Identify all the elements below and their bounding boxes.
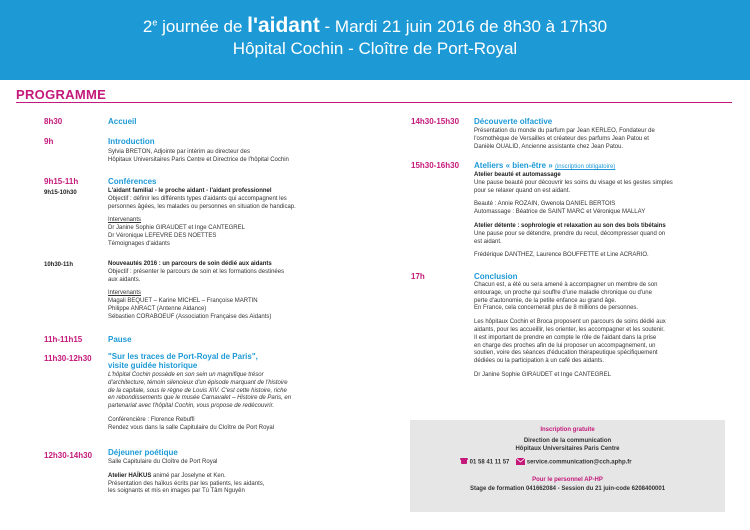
time-1030: 10h30-11h [44,262,74,268]
text-line: partenariat avec l'hôpital Cochin, vous propose de redécouvrir. [108,403,275,410]
time-09: 9h [44,137,54,146]
text-line: est aidant. [474,238,502,245]
header-banner [0,0,750,80]
time-1530: 15h30-16h30 [411,161,460,170]
phone-icon [460,457,468,467]
text-line [108,473,393,481]
visite-text [108,372,393,433]
text-line: Sylvia BRETON, Adjointe par intérim au directeur des [108,149,250,155]
time-1430: 14h30-15h30 [411,117,460,126]
text-line: L'hôpital Cochin possède en son sein un magnifique trésor [108,372,264,378]
header-title-aidant: l'aidant [247,14,320,37]
edition-suffix: e [152,17,158,28]
text-line: d'architecture, témoin silencieux d'un épisode marquant de l'histoire [108,379,288,386]
time-0915b: 9h15-10h30 [44,190,77,196]
text-line: Magali BEQUET – Karine MICHEL – Françoise MARTIN [108,298,258,305]
programme-divider [16,102,732,103]
text-line: Objectif : définir les différents types d'aidants qui accompagnent les [108,195,287,202]
text-line: Rendez vous dans la salle Capitulaire du Cloître de Port Royal [108,424,275,431]
text-line: de la capitale, sous le règne de Louis XIV. C'est cette histoire, riche [108,387,287,394]
programme-title: PROGRAMME [16,87,107,102]
olfactive-text [474,128,739,151]
text-line: Sébastien CORABOEUF (Association Française des Aidants) [108,313,272,320]
conference-title: Nouveautés 2016 : un parcours de soin dédié aux aidants [108,261,272,267]
text-line: Philippe ANRACT (Antenne Aidance) [108,305,207,312]
text-line: Dr Janine Sophie GIRAUDET et Inge CANTEGREL [474,371,611,378]
text-line: perte d'autonomie, de la petite enfance au grand âge. [474,297,617,304]
text-line: soutien, voire des séances d'éducation thérapeutique spécifiquement [474,350,658,357]
text-line: l'osmothèque de Versailles et créateur des parfums Jean Patou et [474,135,649,142]
text-line: Frédérique DANTHEZ, Laurence BOUFFETTE et Line ACRARIO. [474,252,649,259]
text-line: Hôpitaux Universitaires Paris Centre et Directrice de l'hôpital Cochin [108,156,289,163]
text-line: entourage, un proche qui souffre d'une maladie chronique ou d'une [474,289,652,296]
text-line: En France, cela concernerait plus de 8 millions de personnes. [474,305,639,312]
text-line: Salle Capitulaire du Cloître de Port Royal [108,459,218,465]
header-location: Hôpital Cochin - Cloître de Port-Royal [232,39,518,58]
intervenants-label: Intervenants [108,290,142,297]
text-line: aidants, pour les accueillir, les orienter, les accompagner et les soutenir. [474,326,665,333]
text-line: dédiées ou la participation à un café des aidants. [474,358,605,365]
heading-line: "Sur les traces de Port-Royal de Paris", [108,352,258,361]
text-line: Beauté : Annie ROZAIN, Gwenola DANIEL BERTOIS [474,201,616,208]
heading-visite [108,352,258,370]
text-line: Dr Véronique LEFEVRE DES NOETTES [108,232,217,239]
text-line: personnes âgées, les malades ou personnes en situation de handicap. [108,203,296,210]
atelier-title: Atelier détente : sophrologie et relaxation au son des bols tibétains [474,222,666,229]
text-line: Une pause pour se détendre, prendre du recul, décompresser quand on [474,230,666,237]
header-text-a: journée de [157,17,248,36]
time-1130: 11h30-12h30 [44,354,92,363]
heading-olfactive: Découverte olfactive [474,117,553,126]
email-address[interactable]: service.communication@cch.aphp.fr [526,459,632,466]
intervenants-label: Intervenants [108,217,142,224]
direction-communication: Direction de la communication [523,438,612,444]
hopitaux-paris-centre: Hôpitaux Universitaires Paris Centre [515,446,620,452]
conference-title: L'aidant familial - le proche aidant - l'aidant professionnel [108,188,272,194]
header-line-1 [0,14,750,38]
text-line: Les hôpitaux Cochin et Broca proposent un parcours de soins dédié aux [474,319,666,326]
heading-dejeuner: Déjeuner poétique [108,448,178,457]
time-17: 17h [411,272,425,281]
email-icon [516,458,525,467]
heading-pause: Pause [108,335,132,344]
dejeuner-text [108,459,393,496]
heading-line: visite guidée historique [108,361,198,370]
ateliers-title: Ateliers « bien-être » [474,161,553,170]
text-line: Danièle OUALID, Ancienne assistante chez Jean Patou. [474,143,624,150]
atelier-title: Atelier beauté et automassage [474,172,561,178]
text-line: Chacun est, a été ou sera amené à accompagner un membre de son [474,282,658,288]
text-line: Présentation du monde du parfum par Jean KERLEO, Fondateur de [474,128,655,134]
inscription-link[interactable]: (inscription obligatoire) [554,164,616,170]
text-line: Objectif : présenter le parcours de soin et les formations destinées [108,268,285,275]
time-1230: 12h30-14h30 [44,451,93,460]
text-line: pour se relaxer quand on est aidant. [474,187,571,194]
conference-2 [108,261,393,322]
text-line: Une pause beauté pour découvrir les soins du visage et les gestes simples [474,179,673,186]
ateliers-text [474,172,742,260]
phone-number[interactable]: 01 58 41 11 57 [469,459,510,466]
text-line: Il est important de prendre en compte le rôle de l'aidant dans la prise [474,334,657,341]
text-line: en charge des proches afin de lui proposer un accompagnement, un [474,342,656,349]
heading-ateliers [474,161,615,170]
personnel-aphp: Pour le personnel AP-HP [532,477,603,483]
atelier-haikus: Atelier HAÏKUS [108,472,152,479]
text-line: en rebondissements que le musée Carnavalet – Histoire de Paris, en [108,395,292,402]
header-date: - Mardi 21 juin 2016 de 8h30 à 17h30 [319,17,608,36]
contact-line [460,457,632,467]
text-span: animé par Joselyne et Ken. [151,472,226,479]
intro-text [108,149,388,165]
conclusion-text [474,282,742,380]
stage-formation: Stage de formation 041662084 - Session du 21 juin-code 6208400001 [469,486,666,492]
time-0830: 8h30 [44,117,63,126]
text-line: Présentation des haïkus écrits par les patients, les aidants, [108,480,265,487]
time-1100: 11h-11h15 [44,335,83,344]
text-line: Conférencière : Florence Rebuffi [108,416,195,423]
text-line: Dr Janine Sophie GIRAUDET et Inge CANTEGREL [108,225,245,232]
time-0915: 9h15-11h [44,177,79,186]
heading-conclusion: Conclusion [474,272,518,281]
inscription-gratuite: Inscription gratuite [540,427,595,433]
conference-1 [108,188,393,249]
edition-number: 2 [142,17,153,36]
text-line: Témoignages d'aidants [108,240,170,247]
text-line: Automassage : Béatrice de SAINT MARC et Véronique MALLAY [474,209,646,216]
inscription-box [410,420,725,512]
heading-introduction: Introduction [108,137,155,146]
text-line: les soignants et mis en images par Tú Tâm Nguyên [108,488,245,495]
heading-conferences: Conférences [108,177,157,186]
text-line: aux aidants. [108,276,141,283]
heading-accueil: Accueil [108,117,137,126]
